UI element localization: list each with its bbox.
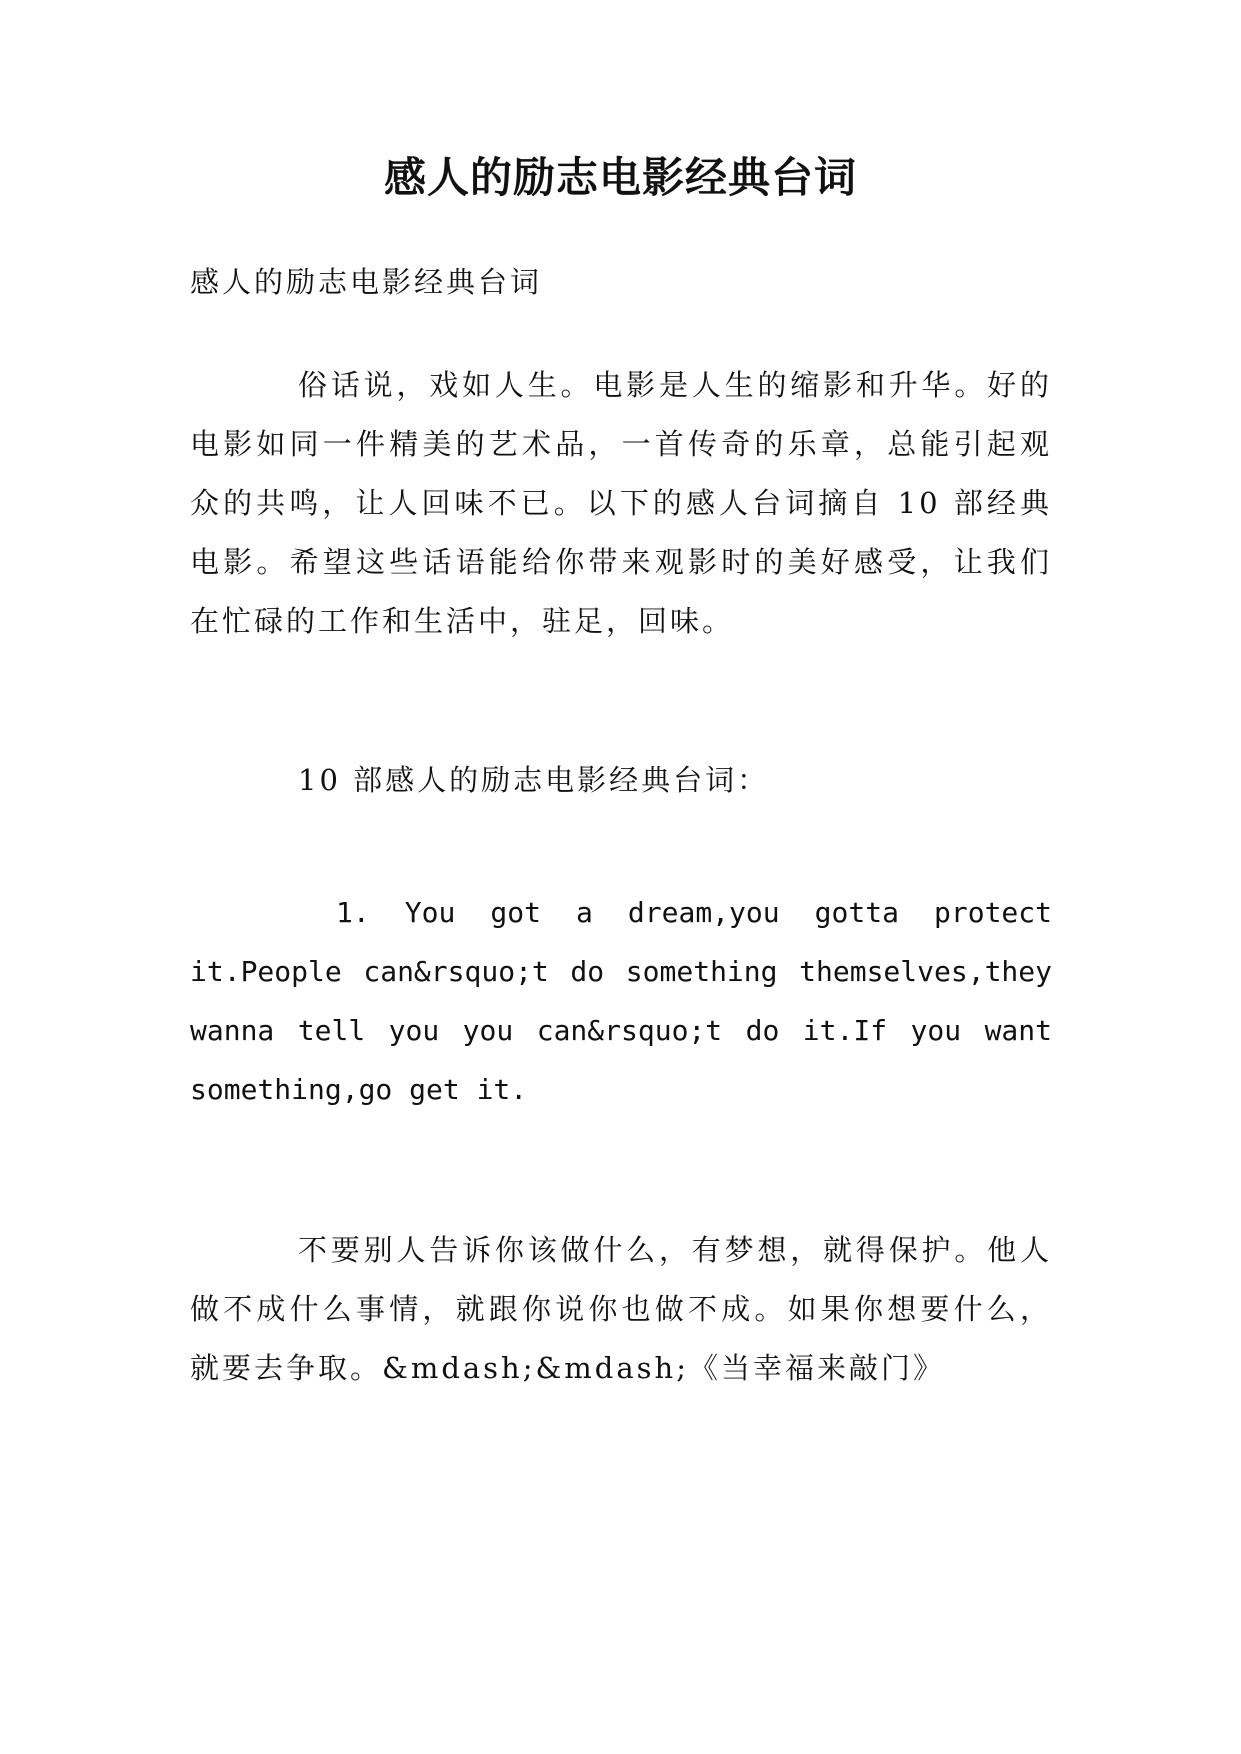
quote-1-english-line-1: 1. You got a dream,you gotta protect xyxy=(336,896,1052,929)
quote-1-english-line-4: something,go get it. xyxy=(190,1073,528,1106)
quote-1-english-line-3: wanna tell you you can&rsquo;t do it.If you want xyxy=(190,1014,1052,1047)
intro-line-4: 电影。希望这些话语能给你带来观影时的美好感受，让我们 xyxy=(190,545,1052,579)
quote-1-english-line-2: it.People can&rsquo;t do something themselves,they xyxy=(190,955,1052,988)
quote-1-chinese-line-3: 就要去争取。&mdash;&mdash;《当幸福来敲门》 xyxy=(190,1351,945,1385)
intro-line-1: 俗话说，戏如人生。电影是人生的缩影和升华。好的 xyxy=(298,368,1052,402)
section-heading: 10 部感人的励志电影经典台词： xyxy=(298,763,770,797)
document-subtitle: 感人的励志电影经典台词 xyxy=(190,265,543,299)
intro-line-2: 电影如同一件精美的艺术品，一首传奇的乐章，总能引起观 xyxy=(190,427,1052,461)
intro-line-5: 在忙碌的工作和生活中，驻足，回味。 xyxy=(190,604,735,638)
document-title: 感人的励志电影经典台词 xyxy=(383,153,857,202)
quote-1-chinese-line-2: 做不成什么事情，就跟你说你也做不成。如果你想要什么， xyxy=(190,1292,1052,1326)
intro-line-3: 众的共鸣，让人回味不已。以下的感人台词摘自 10 部经典 xyxy=(190,486,1052,520)
quote-1-chinese-line-1: 不要别人告诉你该做什么，有梦想，就得保护。他人 xyxy=(298,1233,1052,1267)
